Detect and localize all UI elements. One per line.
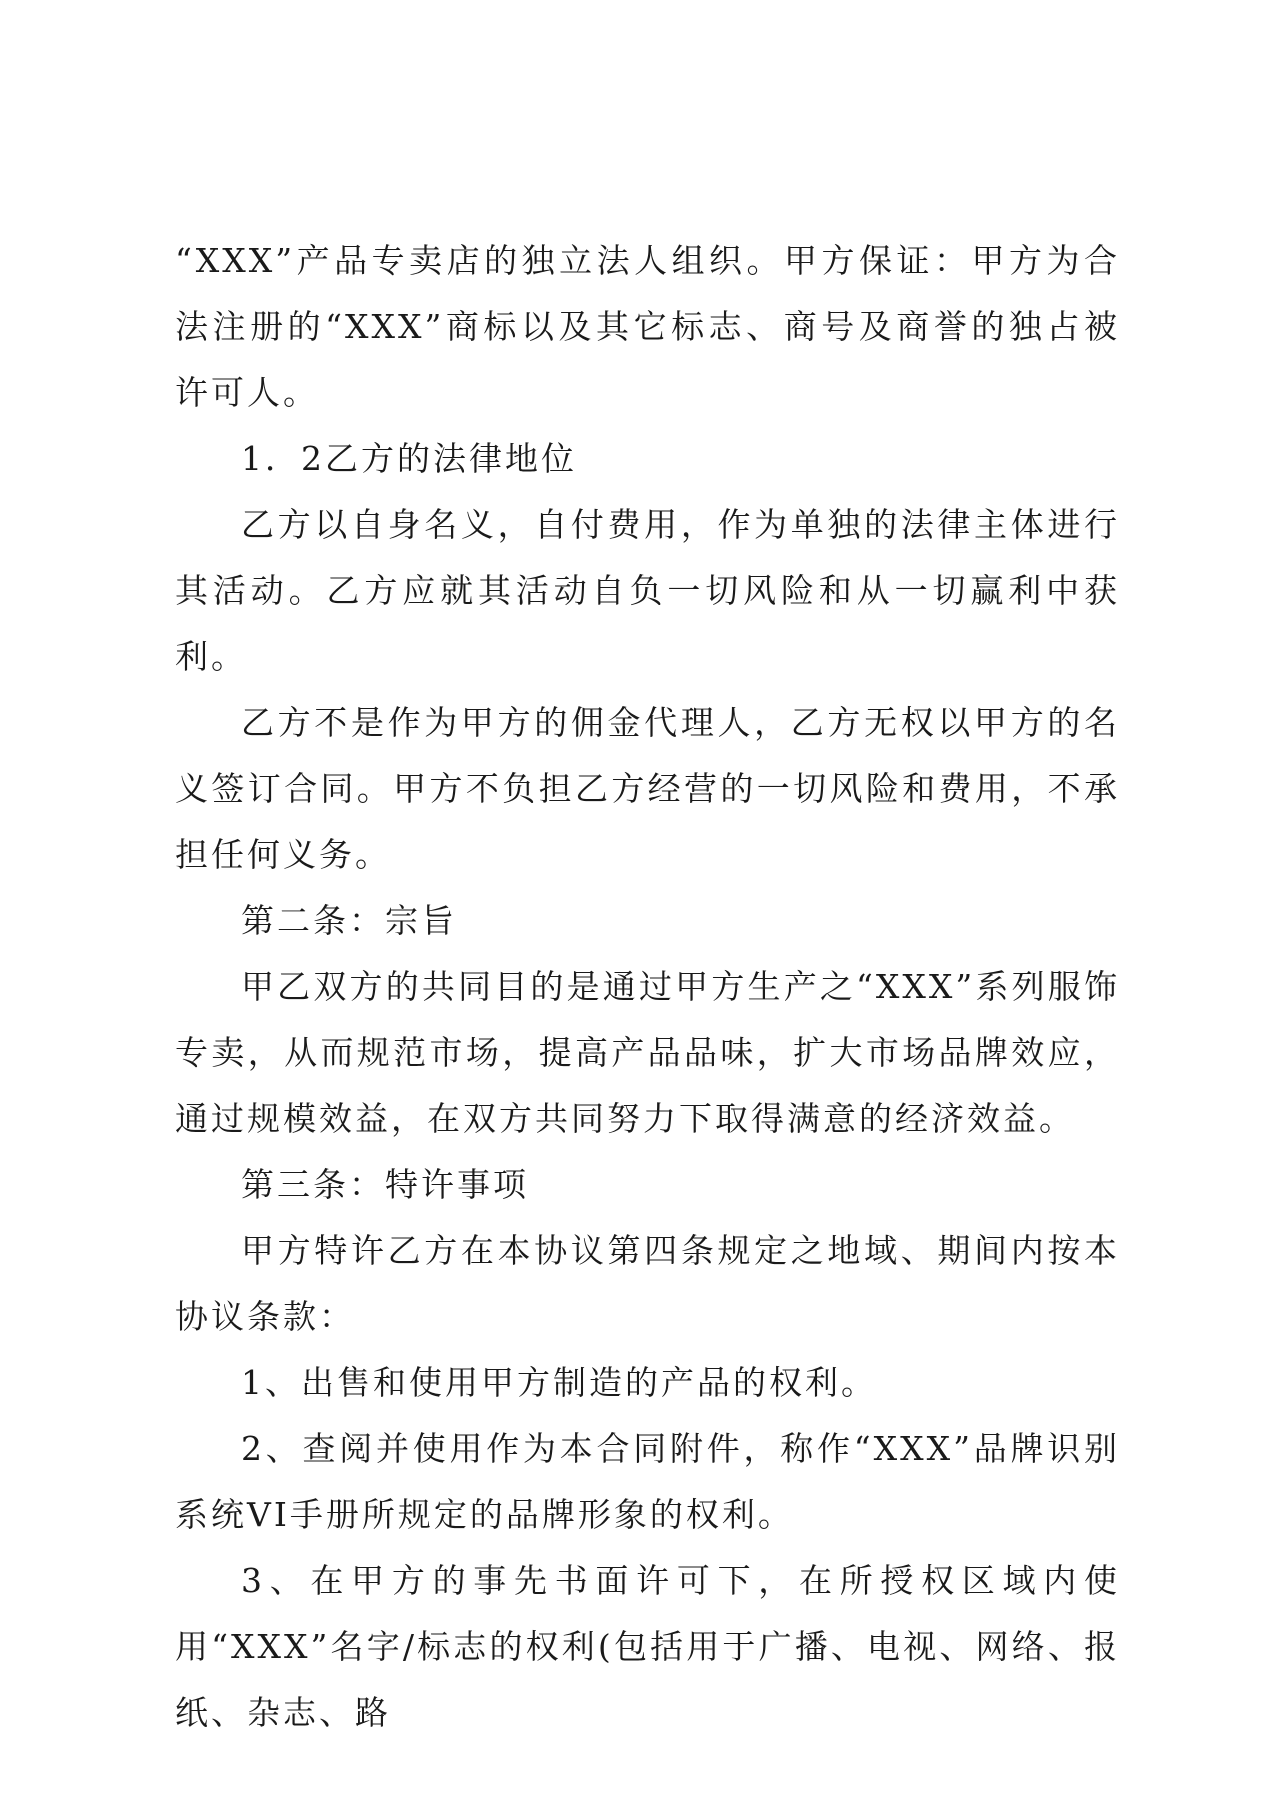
paragraph-purpose: 甲乙双方的共同目的是通过甲方生产之“XXX”系列服饰专卖，从而规范市场，提高产品品味，扩大市场品牌效应，通过规模效益，在双方共同努力下取得满意的经济效益。 — [175, 967, 1120, 1138]
list-item-3: 3、在甲方的事先书面许可下，在所授权区域内使用“XXX”名字/标志的权利(包括用于广播、电视、网络、报纸、杂志、路 — [175, 1561, 1120, 1732]
paragraph-intro-continuation: “XXX”产品专卖店的独立法人组织。甲方保证：甲方为合法注册的“XXX”商标以及其它标志、商号及商誉的独占被许可人。 — [175, 241, 1120, 412]
list-item-1: 1、出售和使用甲方制造的产品的权利。 — [241, 1363, 877, 1402]
section-heading-1-2: 1．2乙方的法律地位 — [241, 439, 577, 478]
paragraph-franchise-intro: 甲方特许乙方在本协议第四条规定之地域、期间内按本协议条款： — [175, 1231, 1120, 1336]
paragraph-party-b-not-agent: 乙方不是作为甲方的佣金代理人，乙方无权以甲方的名义签订合同。甲方不负担乙方经营的一切风险和费用，不承担任何义务。 — [175, 703, 1120, 874]
paragraph-party-b-status: 乙方以自身名义，自付费用，作为单独的法律主体进行其活动。乙方应就其活动自负一切风险和从一切赢利中获利。 — [175, 505, 1120, 676]
article-2-heading: 第二条：宗旨 — [241, 901, 457, 940]
list-item-2: 2、查阅并使用作为本合同附件，称作“XXX”品牌识别系统VI手册所规定的品牌形象的权利。 — [175, 1429, 1120, 1534]
document-body — [175, 228, 1120, 1746]
article-3-heading: 第三条：特许事项 — [241, 1165, 529, 1204]
